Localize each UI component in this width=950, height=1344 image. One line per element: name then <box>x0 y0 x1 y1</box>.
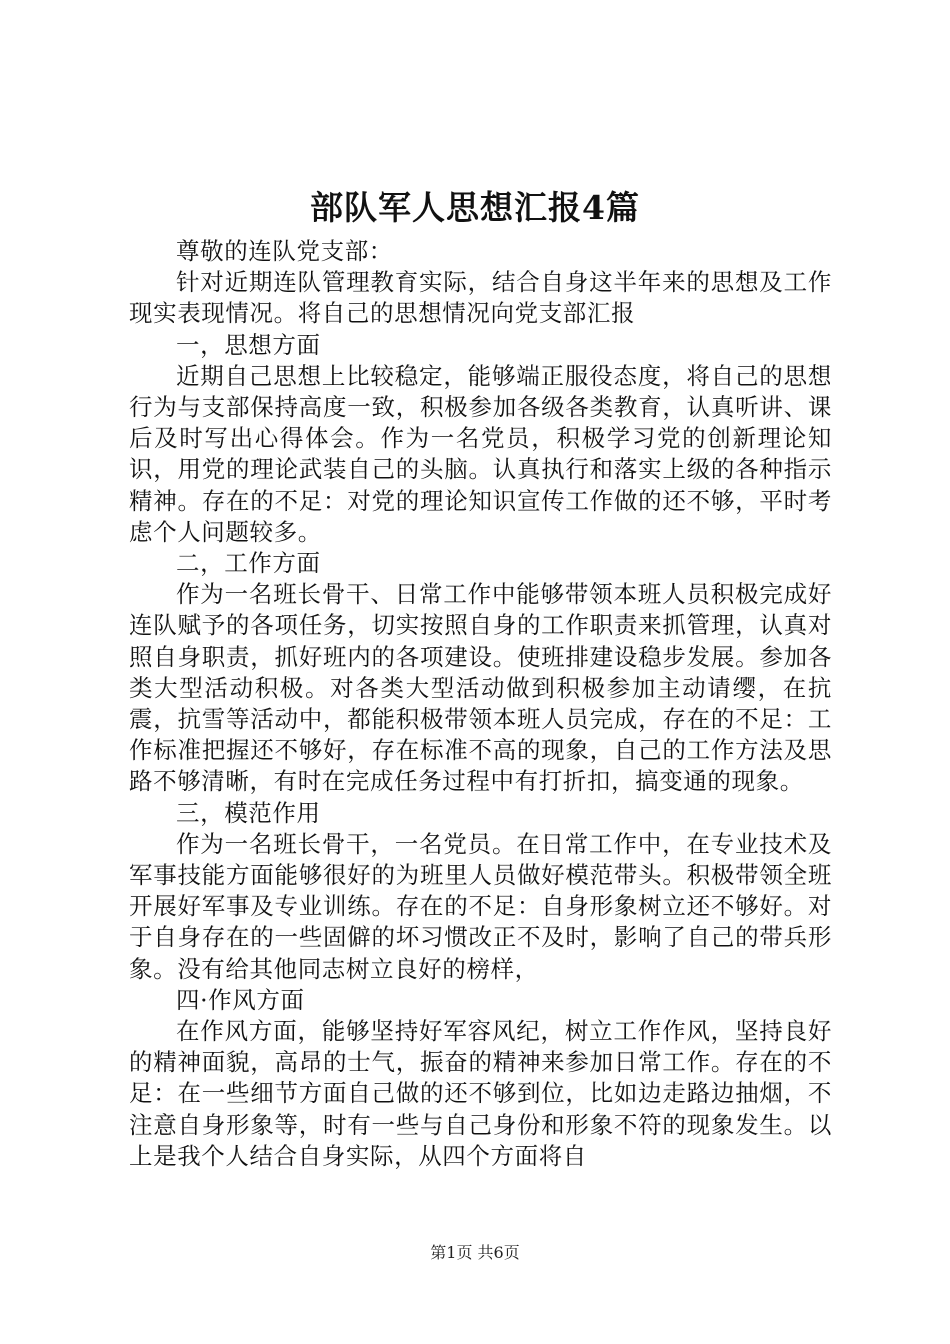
section-heading-style: 四·作风方面 <box>176 985 305 1014</box>
section-heading-role-model: 三，模范作用 <box>176 798 321 827</box>
section-paragraph-style: 在作风方面，能够坚持好军容风纪，树立工作作风，坚持良好的精神面貌，高昂的士气，振奋的精神来参加日常工作。存在的不足：在一些细节方面自己做的还不够到位，比如边走路边抽烟，不注意自身形象等，时有一些与自己身份和形象不符的现象发生。以上是我个人结合自身实际，从四个方面将自 <box>129 1017 832 1170</box>
section-heading-work: 二，工作方面 <box>176 549 321 578</box>
document-title: 部队军人思想汇报4篇 <box>310 188 640 227</box>
section-paragraph-thought: 近期自己思想上比较稳定，能够端正服役态度，将自己的思想行为与支部保持高度一致，积极参加各级各类教育，认真听讲、课后及时写出心得体会。作为一名党员，积极学习党的创新理论知识，用党的理论武装自己的头脑。认真执行和落实上级的各种指示精神。存在的不足：对党的理论知识宣传工作做的还不够，平时考虑个人问题较多。 <box>129 361 832 546</box>
section-paragraph-work: 作为一名班长骨干、日常工作中能够带领本班人员积极完成好连队赋予的各项任务，切实按照自身的工作职责来抓管理，认真对照自身职责，抓好班内的各项建设。使班排建设稳步发展。参加各类大型活动积极。对各类大型活动做到积极参加主动请缨，在抗震，抗雪等活动中，都能积极带领本班人员完成，存在的不足：工作标准把握还不够好，存在标准不高的现象，自己的工作方法及思路不够清晰，有时在完成任务过程中有打折扣，搞变通的现象。 <box>129 580 832 796</box>
salutation: 尊敬的连队党支部： <box>176 237 393 265</box>
section-paragraph-role-model: 作为一名班长骨干，一名党员。在日常工作中，在专业技术及军事技能方面能够很好的为班里人员做好模范带头。积极带领全班开展好军事及专业训练。存在的不足：自身形象树立还不够好。对于自身存在的一些固僻的坏习惯改正不及时，影响了自己的带兵形象。没有给其他同志树立良好的榜样， <box>129 829 832 983</box>
intro-paragraph: 针对近期连队管理教育实际，结合自身这半年来的思想及工作现实表现情况。将自己的思想情况向党支部汇报 <box>129 268 832 328</box>
document-body <box>129 236 832 1172</box>
page-number-footer: 第1页 共6页 <box>430 1243 520 1262</box>
section-heading-thought: 一，思想方面 <box>176 330 321 359</box>
